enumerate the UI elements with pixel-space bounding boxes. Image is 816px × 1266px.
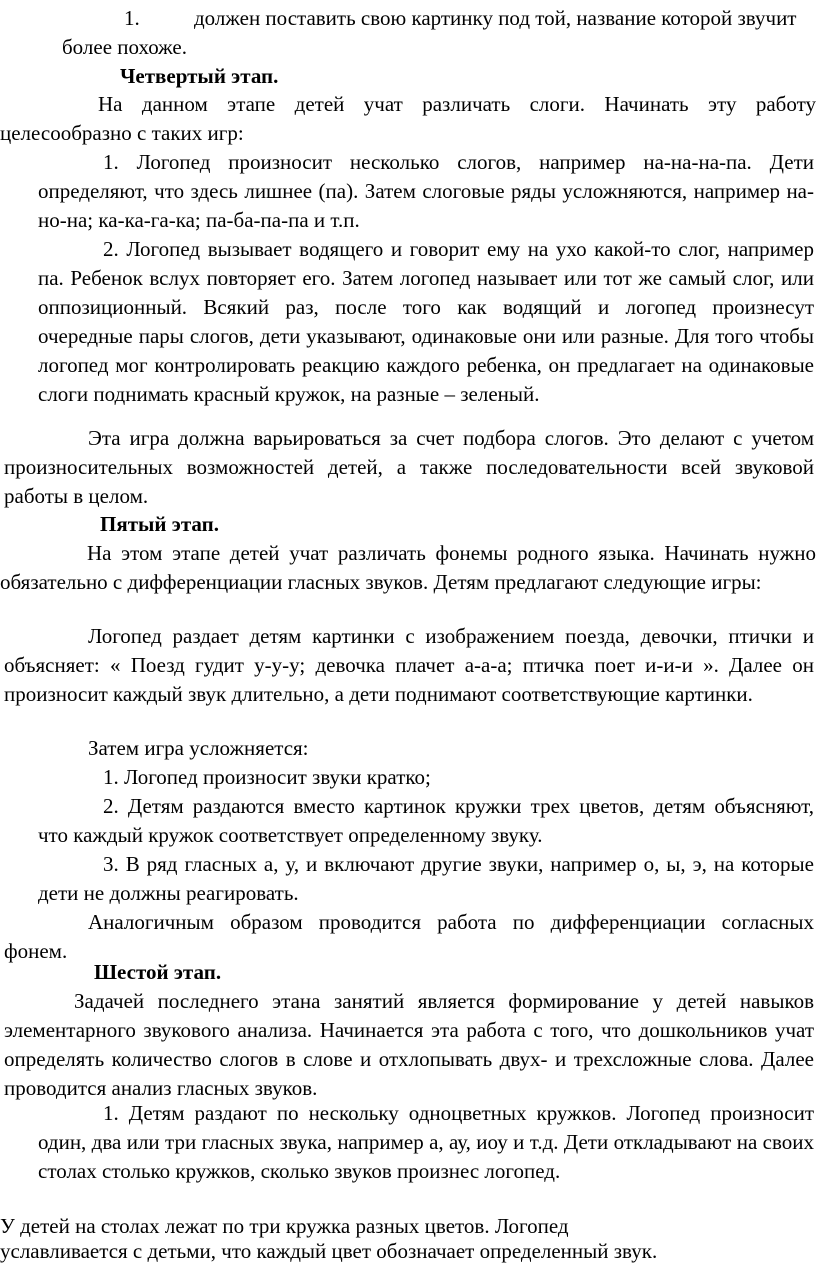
list-item: 1. Детям раздают по нескольку одноцветных кружков. Логопед произносит один, два или три гласных звука, например а, ау, иоу и т.д. Дети откладывают на своих столах столько кружков, сколько звуков произнес логопед.	[38, 1101, 814, 1183]
paragraph-line: уславливается с детьми, что каждый цвет обозначает определенный звук.	[0, 1239, 658, 1263]
paragraph: На данном этапе детей учат различать слоги. Начинать эту работу целесообразно с таких игр:	[0, 92, 816, 145]
paragraph: Задачей последнего этана занятий является формирование у детей навыков элементарного звукового анализа. Начинается эта работа с того, что дошкольников учат определять количество слогов в слове и отхлопывать двух- и трехсложные слова. Далее проводится анализ гласных звуков.	[4, 989, 814, 1100]
heading-stage-4: Четвертый этап.	[120, 64, 279, 88]
list-item: 3. В ряд гласных а, у, и включают другие звуки, например о, ы, э, на которые дети не должны реагировать.	[38, 852, 814, 905]
list-item: 2. Логопед вызывает водящего и говорит ему на ухо какой-то слог, например па. Ребенок вслух повторяет его. Затем логопед называет или тот же самый слог, или оппозиционный. Всякий раз, после того как водящий и логопед произнесут очередные пары слогов, дети указывают, одинаковые они или разные. Для того чтобы логопед мог контролировать реакцию каждого ребенка, он предлагает на одинаковые слоги поднимать красный кружок, на разные – зеленый.	[38, 237, 814, 406]
paragraph: Затем игра усложняется:	[88, 736, 309, 760]
paragraph: Логопед раздает детям картинки с изображением поезда, девочки, птички и объясняет: « Поезд гудит у-у-у; девочка плачет а-а-а; птичка поет и-и-и ». Далее он произносит каждый звук длительно, а дети поднимают соответствующие картинки.	[4, 624, 814, 706]
list-item-text: должен поставить свою картинку под той, название которой звучит более похоже.	[62, 6, 797, 59]
list-item: 2. Детям раздаются вместо картинок кружки трех цветов, детям объясняют, что каждый кружок соответствует определенному звуку.	[38, 794, 814, 847]
heading-stage-5: Пятый этап.	[100, 512, 219, 536]
paragraph: Аналогичным образом проводится работа по дифференциации согласных фонем.	[4, 910, 814, 963]
heading-stage-6: Шестой этап.	[94, 960, 222, 984]
list-item: 1. Логопед произносит звуки кратко;	[103, 765, 431, 789]
paragraph-line: У детей на столах лежат по три кружка разных цветов. Логопед	[0, 1214, 569, 1238]
paragraph: На этом этапе детей учат различать фонемы родного языка. Начинать нужно обязательно с дифференциации гласных звуков. Детям предлагают следующие игры:	[0, 541, 816, 594]
list-item: 1. Логопед произносит несколько слогов, например на-на-на-па. Дети определяют, что здесь лишнее (па). Затем слоговые ряды усложняются, например на-но-на; ка-ка-га-ка; па-ба-па-па и т.п.	[38, 150, 814, 232]
paragraph: Эта игра должна варьироваться за счет подбора слогов. Это делают с учетом произносительных возможностей детей, а также последовательности всей звуковой работы в целом.	[4, 426, 814, 508]
list-number: 1.	[124, 6, 140, 30]
